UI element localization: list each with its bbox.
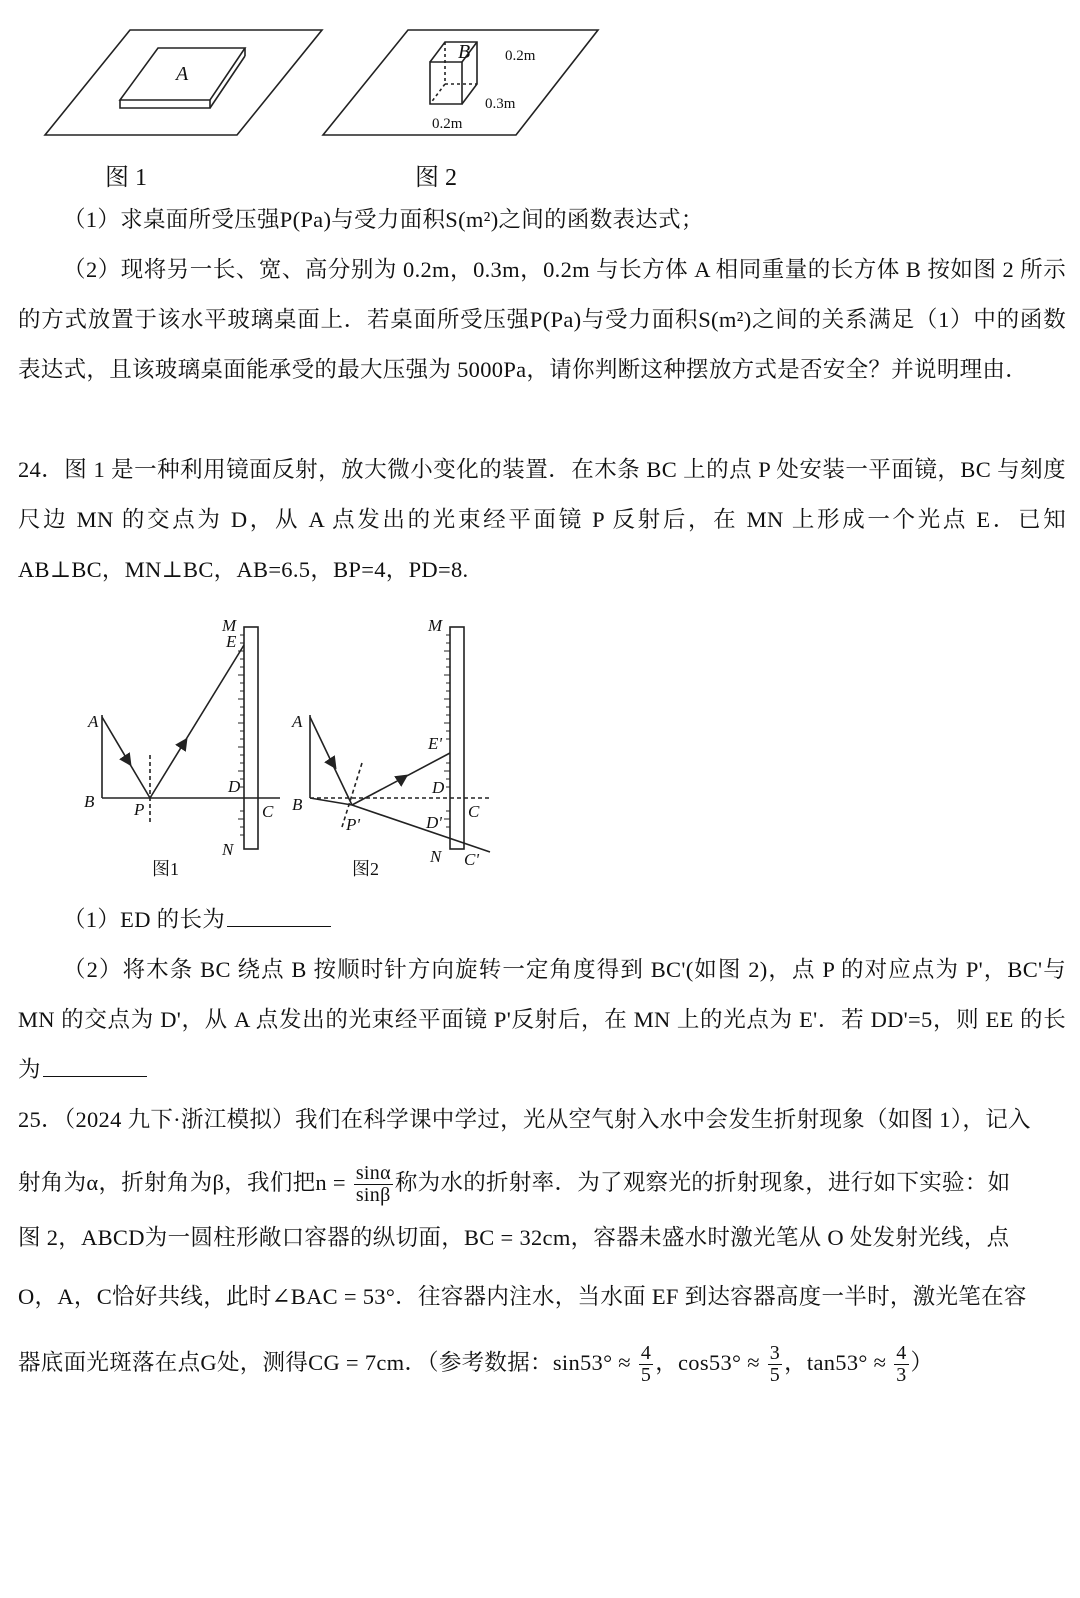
tan-fraction <box>894 1343 908 1386</box>
tan-num: 4 <box>896 1342 907 1365</box>
cos-fraction <box>768 1343 782 1386</box>
ruler-2 <box>450 627 464 849</box>
q24-stem: 24．图 1 是一种利用镜面反射，放大微小变化的装置．在木条 BC 上的点 P 处安装一平面镜，BC 与刻度尺边 MN 的交点为 D，从 A 点发出的光束经平面镜 P 反射后，在 MN 上形成一个光点 E．已知 AB⊥BC，MN⊥BC，AB=6.5，BP=4，PD=8. <box>18 457 1066 582</box>
q25-line2-b: 称为水的折射率．为了观察光的折射现象，进行如下实验：如 <box>394 1170 1011 1195</box>
q25-line5 <box>18 1335 1066 1391</box>
cos-den: 5 <box>769 1364 781 1387</box>
frac-den: sinβ <box>355 1184 391 1207</box>
fig2-label-n: N <box>430 847 442 866</box>
cos-num: 3 <box>769 1342 781 1365</box>
fig2-caption: 图 2 <box>415 165 457 191</box>
answer-blank-1[interactable] <box>227 904 331 927</box>
fig2-label-e2: E' <box>428 734 443 753</box>
fig1-caption: 图1 <box>152 859 179 879</box>
fig1-label-e: E <box>226 632 237 651</box>
fig1-label-n: N <box>222 840 234 859</box>
fig2-label-d: D <box>432 778 445 797</box>
q24-part2-text: （2）将木条 BC 绕点 B 按顺时针方向旋转一定角度得到 BC'(如图 2)，点 P 的对应点为 P'，BC'与 MN 的交点为 D'，从 A 点发出的光束经平面镜 P'反射后，在 MN 上的光点为 E'．若 DD'=5，则 EE 的长为 <box>18 957 1066 1082</box>
label-b: B <box>458 41 471 63</box>
fig2-label-c2: C' <box>464 850 479 869</box>
fig1-label-c: C <box>262 802 274 821</box>
refraction-fraction <box>354 1163 393 1206</box>
q24-part1-text: （1）ED 的长为 <box>63 907 226 932</box>
fig2-label-p2: P' <box>346 815 361 834</box>
q23-part2: （2）现将另一长、宽、高分别为 0.2m，0.3m，0.2m 与长方体 A 相同重量的长方体 B 按如图 2 所示的方式放置于该水平玻璃桌面上．若桌面所受压强P(Pa)与受力面积S(m²)之间的关系满足（1）中的函数表达式，且该玻璃桌面能承受的最大压强为 5000Pa，请你判断这种摆放方式是否安全？并说明理由． <box>18 257 1066 382</box>
sin-den: 5 <box>640 1364 652 1387</box>
fig2-label-d2: D' <box>426 813 442 832</box>
q25-line5-d: ） <box>910 1350 934 1375</box>
dim-width: 0.2m <box>432 116 463 132</box>
q24-part2 <box>18 945 1066 1095</box>
sin-fraction <box>639 1343 653 1386</box>
dim-depth: 0.3m <box>485 96 516 112</box>
q25-line2-a: 射角为α，折射角为β，我们把n = <box>18 1170 352 1195</box>
sin-num: 4 <box>640 1342 652 1365</box>
fig1-label-p: P <box>134 800 145 819</box>
fig1-label-d: D <box>228 777 241 796</box>
fig2-label-m: M <box>428 616 443 635</box>
q25-line5-a: 器底面光斑落在点G处，测得CG = 7cm．（参考数据：sin53° ≈ <box>18 1350 637 1375</box>
answer-blank-2[interactable] <box>43 1054 147 1077</box>
q24-part1 <box>18 895 1066 945</box>
label-a: A <box>176 63 189 85</box>
fig2-label-a: A <box>292 712 303 731</box>
figure-mirror-apparatus <box>70 615 510 900</box>
q23-part1: （1）求桌面所受压强P(Pa)与受力面积S(m²)之间的函数表达式； <box>63 207 704 232</box>
fig1-label-b: B <box>84 792 95 811</box>
figure-boxes-on-table <box>40 20 630 200</box>
q25-line5-b: ，cos53° ≈ <box>655 1350 766 1375</box>
ruler-1 <box>244 627 258 849</box>
fig2-caption: 图2 <box>352 859 379 879</box>
fig2-label-b: B <box>292 795 303 814</box>
frac-num: sinα <box>355 1162 391 1185</box>
tan-den: 3 <box>896 1364 907 1387</box>
fig1-label-m: M <box>222 616 237 635</box>
q25-line1: 25．（2024 九下·浙江模拟）我们在科学课中学过，光从空气射入水中会发生折射现象（如图 1），记入 <box>18 1107 1031 1132</box>
q25-line5-c: ，tan53° ≈ <box>784 1350 893 1375</box>
q25-line3: 图 2，ABCD为一圆柱形敞口容器的纵切面，BC = 32cm，容器未盛水时激光笔从 O 处发射光线，点 <box>18 1225 1010 1250</box>
fig2-label-c: C <box>468 802 480 821</box>
q25-line4: O，A，C恰好共线，此时∠BAC = 53°．往容器内注水，当水面 EF 到达容器高度一半时，激光笔在容 <box>18 1284 1027 1309</box>
fig1-caption: 图 1 <box>105 165 147 191</box>
fig1-label-a: A <box>88 712 99 731</box>
dim-height: 0.2m <box>505 48 536 64</box>
q25-line2 <box>18 1155 1066 1211</box>
